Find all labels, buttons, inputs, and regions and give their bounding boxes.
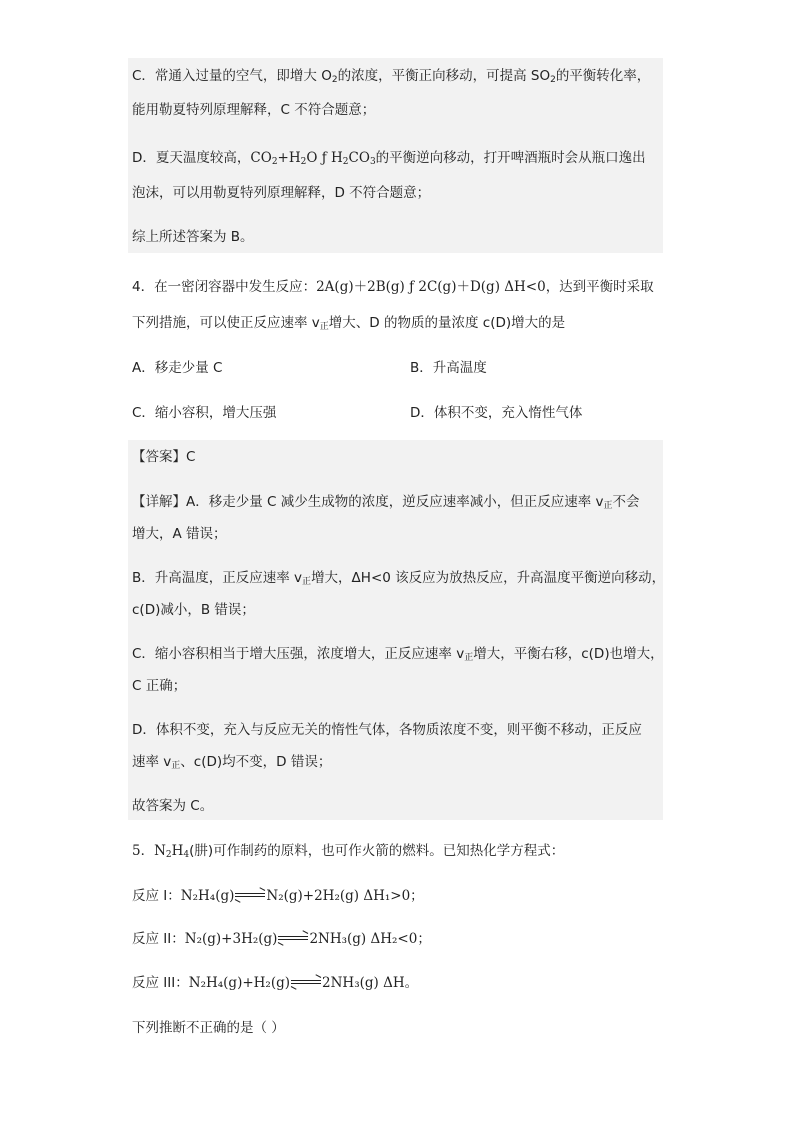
- q4-conclusion: 故答案为 C。: [132, 798, 214, 814]
- q5-reaction-1: 反应 I：N₂H₄(g) N₂(g)+2H₂(g) ΔH₁>0；: [132, 888, 424, 904]
- q4-detail-c2: C 正确；: [132, 678, 187, 694]
- prev-d-line2: 泡沫，可以用勒夏特列原理解释，D 不符合题意；: [132, 185, 431, 201]
- d-equation: CO2+H2O ƒ H2CO3: [250, 150, 376, 167]
- q4-detail-a2: 增大，A 错误；: [132, 526, 227, 542]
- prev-d-line1: D．夏天温度较高，CO2+H2O ƒ H2CO3的平衡逆向移动，打开啤酒瓶时会从瓶口逸出: [132, 150, 646, 167]
- q4-option-d: D．体积不变，充入惰性气体: [410, 405, 583, 421]
- q4-detail-d2: 速率 v正、c(D)均不变，D 错误；: [132, 754, 332, 771]
- q4-stem-line1: 4．在一密闭容器中发生反应：2A(g)＋2B(g) ƒ 2C(g)＋D(g) ΔH<0，达到平衡时采取: [132, 279, 654, 295]
- q5-question: 下列推断不正确的是（ ）: [132, 1020, 285, 1036]
- q4-detail-d1: D．体积不变，充入与反应无关的惰性气体，各物质浓度不变，则平衡不移动，正反应: [132, 722, 642, 738]
- q4-stem-line2: 下列措施，可以使正反应速率 v正增大、D 的物质的量浓度 c(D)增大的是: [132, 315, 566, 332]
- q4-option-b: B．升高温度: [410, 360, 487, 376]
- prev-summary: 综上所述答案为 B。: [132, 229, 254, 245]
- q4-detail-b2: c(D)减小，B 错误；: [132, 602, 255, 618]
- equilibrium-arrow-icon: [278, 934, 308, 942]
- q4-option-a: A．移走少量 C: [132, 360, 223, 376]
- q4-answer: 【答案】C: [132, 449, 196, 465]
- prev-c-line2: 能用勒夏特列原理解释，C 不符合题意；: [132, 102, 376, 118]
- q5-intro: 5．N2H4(肼)可作制药的原料，也可作火箭的燃料。已知热化学方程式：: [132, 843, 565, 860]
- equilibrium-arrow-icon: [235, 891, 265, 899]
- q4-detail-a1: 【详解】A．移走少量 C 减少生成物的浓度，逆反应速率减小，但正反应速率 v正不会: [132, 494, 640, 511]
- q5-reaction-3: 反应 III：N₂H₄(g)+H₂(g) 2NH₃(g) ΔH。: [132, 975, 419, 991]
- q5-reaction-2: 反应 II：N₂(g)+3H₂(g) 2NH₃(g) ΔH₂<0；: [132, 931, 431, 947]
- q4-detail-c1: C．缩小容积相当于增大压强，浓度增大，正反应速率 v正增大，平衡右移，c(D)也增大，: [132, 646, 664, 663]
- q4-detail-b1: B．升高温度，正反应速率 v正增大，ΔH<0 该反应为放热反应，升高温度平衡逆向移动，: [132, 570, 666, 587]
- equilibrium-arrow-icon: [291, 978, 321, 986]
- q4-option-c: C．缩小容积，增大压强: [132, 405, 277, 421]
- prev-c-line1: C．常通入过量的空气，即增大 O2的浓度，平衡正向移动，可提高 SO2的平衡转化率，: [132, 68, 651, 85]
- q4-equation: 2A(g)＋2B(g) ƒ 2C(g)＋D(g) ΔH<0: [316, 279, 546, 295]
